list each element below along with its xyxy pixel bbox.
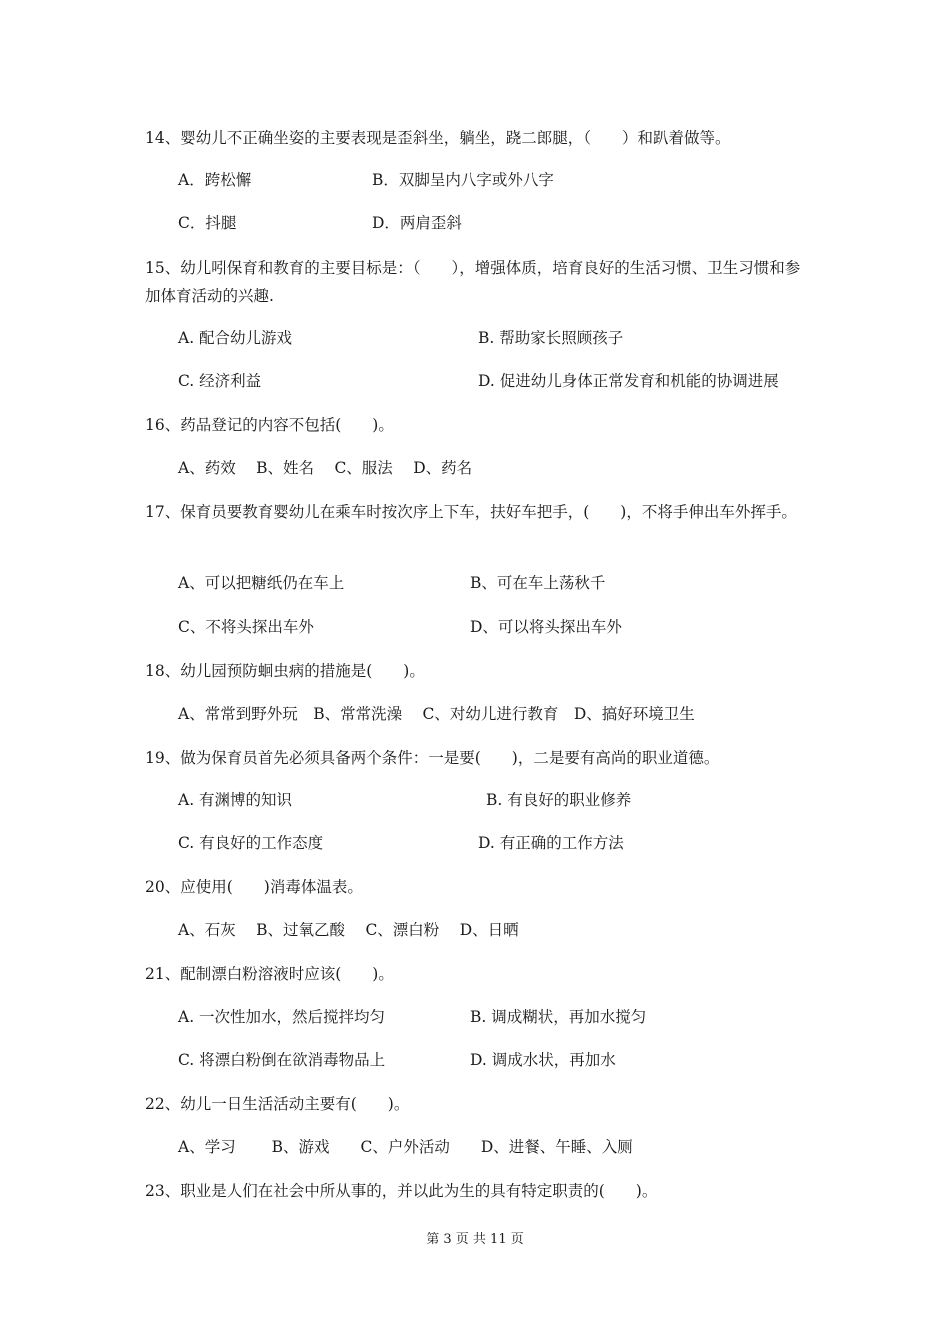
q18-options: A、常常到野外玩 B、常常洗澡 C、对幼儿进行教育 D、搞好环境卫生 [178, 705, 695, 723]
page-footer: 第 3 页 共 11 页 [426, 1232, 524, 1247]
question-21: 21、配制漂白粉溶液时应该( )。 [145, 965, 394, 983]
q14-option-b: B．双脚呈内八字或外八字 [372, 171, 554, 189]
question-23: 23、职业是人们在社会中所从事的，并以此为生的具有特定职责的( )。 [145, 1182, 658, 1200]
q17-option-b: B、可在车上荡秋千 [470, 574, 606, 592]
q19-option-d: D. 有正确的工作方法 [478, 834, 624, 852]
q17-option-a: A、可以把糖纸仍在车上 [178, 574, 345, 592]
q21-option-b: B. 调成糊状，再加水搅匀 [470, 1008, 647, 1026]
q17-option-c: C、不将头探出车外 [178, 618, 314, 636]
question-17: 17、保育员要教育婴幼儿在乘车时按次序上下车，扶好车把手，( )，不将手伸出车外挥手。 [145, 503, 797, 521]
q15-option-c: C. 经济利益 [178, 372, 262, 390]
q22-options: A、学习 B、游戏 C、户外活动 D、进餐、午睡、入厕 [178, 1138, 633, 1156]
q17-option-d: D、可以将头探出车外 [470, 618, 622, 636]
question-20: 20、应使用( )消毒体温表。 [145, 878, 363, 896]
question-15: 15、幼儿吲保育和教育的主要目标是：（ ），增强体质，培育良好的生活习惯、卫生习惯和参加体育活动的兴趣. [145, 259, 801, 305]
q21-option-d: D. 调成水状，再加水 [470, 1051, 616, 1069]
question-22: 22、幼儿一日生活活动主要有( )。 [145, 1095, 410, 1113]
question-16: 16、药品登记的内容不包括( )。 [145, 416, 394, 434]
q15-option-a: A. 配合幼儿游戏 [178, 329, 293, 347]
question-19: 19、做为保育员首先必须具备两个条件：一是要( )，二是要有高尚的职业道德。 [145, 749, 720, 767]
q15-option-b: B. 帮助家长照顾孩子 [478, 329, 624, 347]
q14-option-c: C．抖腿 [178, 214, 237, 232]
q21-option-a: A. 一次性加水，然后搅拌均匀 [178, 1008, 386, 1026]
q19-option-b: B. 有良好的职业修养 [486, 791, 632, 809]
q16-options: A、药效 B、姓名 C、服法 D、药名 [178, 459, 473, 477]
question-18: 18、幼儿园预防蛔虫病的措施是( )。 [145, 662, 425, 680]
q14-option-a: A．跨松懈 [178, 171, 252, 189]
q19-option-c: C. 有良好的工作态度 [178, 834, 324, 852]
q21-option-c: C. 将漂白粉倒在欲消毒物品上 [178, 1051, 386, 1069]
q20-options: A、石灰 B、过氧乙酸 C、漂白粉 D、日晒 [178, 921, 519, 939]
question-14: 14、婴幼儿不正确坐姿的主要表现是歪斜坐，躺坐，跷二郎腿，（ ）和趴着做等。 [145, 129, 731, 147]
q15-option-d: D. 促进幼儿身体正常发育和机能的协调进展 [478, 372, 779, 390]
q14-option-d: D．两肩歪斜 [372, 214, 462, 232]
q19-option-a: A. 有渊博的知识 [178, 791, 293, 809]
